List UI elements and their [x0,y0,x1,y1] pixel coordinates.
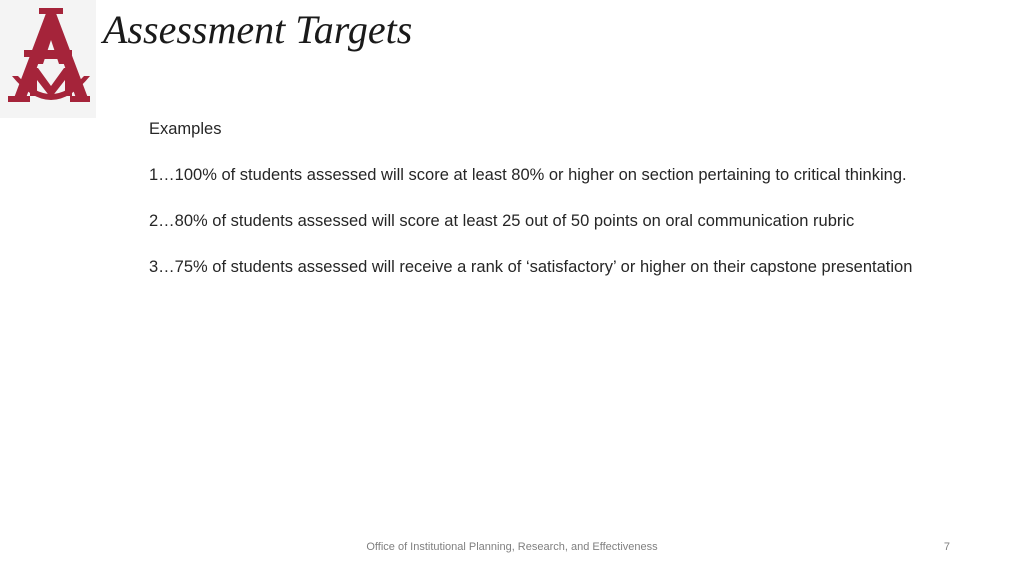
footer-text: Office of Institutional Planning, Research, and Effectiveness [366,541,658,553]
examples-heading: Examples [149,120,222,138]
slide-title: Assessment Targets [103,7,413,52]
slide-body [149,118,929,302]
list-item: 2…80% of students assessed will score at least 25 out of 50 points on oral communication rubric [149,212,855,230]
list-item: 1…100% of students assessed will score at least 80% or higher on section pertaining to critical thinking. [149,166,907,184]
aamu-logo-icon [6,6,90,106]
list-item: 3…75% of students assessed will receive a rank of ‘satisfactory’ or higher on their capstone presentation [149,258,913,276]
page-number: 7 [943,541,950,553]
university-logo [0,0,96,118]
